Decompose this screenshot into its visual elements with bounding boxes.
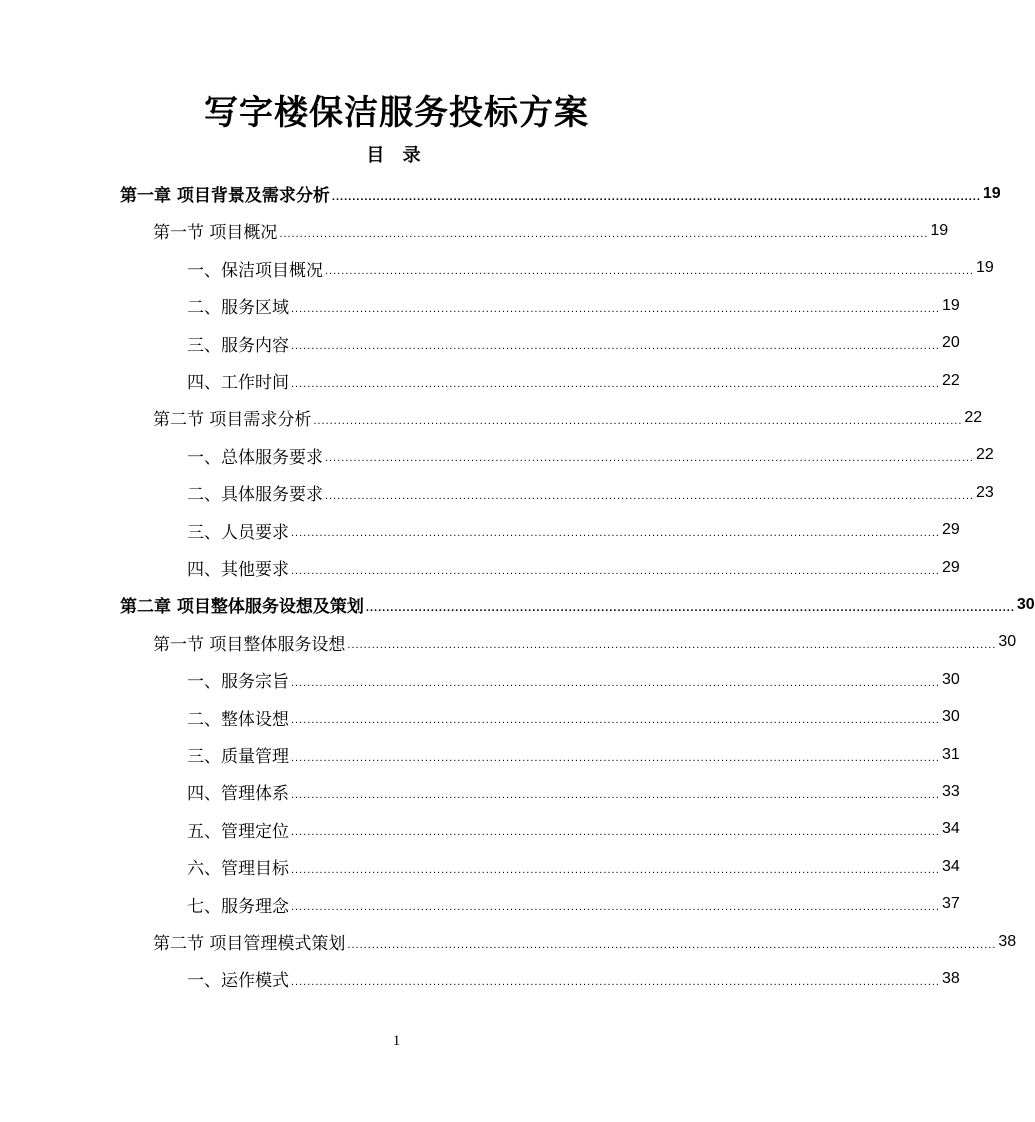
dot-leader: ................................................................................................................................................................ bbox=[347, 639, 997, 652]
toc-entry[interactable] bbox=[187, 661, 960, 698]
dot-leader: ................................................................................................................................................................ bbox=[291, 863, 940, 876]
dot-leader: ................................................................................................................................................................ bbox=[291, 377, 940, 390]
toc-entry[interactable] bbox=[153, 923, 1017, 960]
dot-leader: ................................................................................................................................................................ bbox=[325, 452, 974, 465]
toc-entry-page: 31 bbox=[941, 745, 960, 763]
toc-entry-label: 三、人员要求 bbox=[187, 522, 289, 543]
toc-entry-page: 19 bbox=[982, 184, 1001, 202]
dot-leader: ................................................................................................................................................................ bbox=[291, 901, 940, 914]
toc-entry[interactable] bbox=[120, 175, 1001, 212]
toc-entry-label: 二、服务区域 bbox=[187, 298, 289, 319]
dot-leader: ................................................................................................................................................................ bbox=[291, 975, 940, 988]
toc-entry-page: 29 bbox=[941, 521, 960, 539]
toc-entry[interactable] bbox=[187, 549, 960, 586]
toc-entry[interactable] bbox=[187, 736, 960, 773]
dot-leader: ................................................................................................................................................................ bbox=[291, 527, 940, 540]
dot-leader: ................................................................................................................................................................ bbox=[365, 601, 1015, 614]
toc-entry[interactable] bbox=[187, 886, 960, 923]
toc-entry[interactable] bbox=[187, 848, 960, 885]
toc-entry[interactable] bbox=[187, 773, 960, 810]
dot-leader: ................................................................................................................................................................ bbox=[331, 190, 981, 203]
toc-entry[interactable] bbox=[187, 474, 994, 511]
toc-entry-label: 三、服务内容 bbox=[187, 335, 289, 356]
toc-entry-page: 30 bbox=[998, 633, 1017, 651]
toc-entry-label: 四、其他要求 bbox=[187, 560, 289, 580]
toc-entry[interactable] bbox=[187, 512, 960, 549]
dot-leader: ................................................................................................................................................................ bbox=[325, 489, 974, 502]
dot-leader: ................................................................................................................................................................ bbox=[325, 265, 974, 278]
toc-entry-label: 四、工作时间 bbox=[187, 373, 289, 393]
toc-entry-label: 六、管理目标 bbox=[187, 859, 289, 880]
toc-entry-page: 30 bbox=[941, 708, 960, 726]
toc-entry-label: 五、管理定位 bbox=[187, 821, 289, 842]
toc-entry-label: 第二节 项目需求分析 bbox=[153, 410, 312, 431]
dot-leader: ................................................................................................................................................................ bbox=[279, 227, 929, 240]
toc-entry-label: 四、管理体系 bbox=[187, 784, 289, 805]
toc-entry[interactable] bbox=[153, 399, 983, 436]
page-number: 1 bbox=[392, 1033, 401, 1049]
toc-entry[interactable] bbox=[153, 624, 1017, 661]
dot-leader: ................................................................................................................................................................ bbox=[291, 714, 940, 727]
dot-leader: ................................................................................................................................................................ bbox=[313, 414, 963, 427]
toc-entry-label: 一、保洁项目概况 bbox=[187, 260, 323, 281]
toc-entry[interactable] bbox=[187, 287, 960, 324]
toc-entry-page: 29 bbox=[941, 558, 960, 576]
toc-entry-label: 第二章 项目整体服务设想及策划 bbox=[120, 597, 364, 618]
toc-entry-page: 19 bbox=[975, 259, 994, 277]
toc-entry-page: 34 bbox=[941, 820, 960, 838]
dot-leader: ................................................................................................................................................................ bbox=[291, 751, 940, 764]
toc-entry[interactable] bbox=[187, 811, 960, 848]
dot-leader: ................................................................................................................................................................ bbox=[347, 938, 997, 951]
dot-leader: ................................................................................................................................................................ bbox=[291, 302, 940, 315]
toc-entry-label: 三、质量管理 bbox=[187, 747, 289, 767]
toc-entry-page: 34 bbox=[941, 857, 960, 875]
toc-entry[interactable] bbox=[187, 250, 994, 287]
toc-entry-page: 22 bbox=[964, 408, 983, 426]
toc-heading: 目 录 bbox=[366, 145, 427, 166]
dot-leader: ................................................................................................................................................................ bbox=[291, 826, 940, 839]
toc-entry-page: 30 bbox=[1016, 595, 1035, 613]
toc-entry[interactable] bbox=[187, 960, 960, 997]
dot-leader: ................................................................................................................................................................ bbox=[291, 340, 940, 353]
toc-entry-label: 第一章 项目背景及需求分析 bbox=[120, 186, 330, 206]
dot-leader: ................................................................................................................................................................ bbox=[291, 676, 940, 689]
toc-entry-label: 一、服务宗旨 bbox=[187, 672, 289, 693]
toc-entry[interactable] bbox=[187, 699, 960, 736]
toc-entry-page: 23 bbox=[975, 483, 994, 501]
toc-entry-page: 38 bbox=[941, 969, 960, 987]
document-title: 写字楼保洁服务投标方案 bbox=[204, 93, 589, 133]
toc-entry-label: 二、整体设想 bbox=[187, 709, 289, 730]
toc-entry-label: 二、具体服务要求 bbox=[187, 485, 323, 506]
toc-entry-page: 33 bbox=[941, 782, 960, 800]
toc-entry-page: 38 bbox=[998, 932, 1017, 950]
toc-entry[interactable] bbox=[153, 212, 949, 249]
toc-entry-label: 一、总体服务要求 bbox=[187, 447, 323, 468]
toc-entry[interactable] bbox=[187, 437, 994, 474]
toc-entry-label: 第一节 项目概况 bbox=[153, 223, 278, 244]
toc-entry-page: 19 bbox=[930, 221, 949, 239]
toc-entry-page: 19 bbox=[941, 296, 960, 314]
toc-entry-page: 22 bbox=[941, 371, 960, 389]
toc-entry-page: 20 bbox=[941, 334, 960, 352]
dot-leader: ................................................................................................................................................................ bbox=[291, 564, 940, 577]
toc-entry-page: 30 bbox=[941, 670, 960, 688]
toc-entry[interactable] bbox=[120, 586, 1035, 623]
toc-entry[interactable] bbox=[187, 325, 960, 362]
toc-entry[interactable] bbox=[187, 362, 960, 399]
toc-entry-label: 一、运作模式 bbox=[187, 971, 289, 992]
toc-entry-label: 第二节 项目管理模式策划 bbox=[153, 934, 346, 954]
toc-entry-page: 22 bbox=[975, 446, 994, 464]
toc-entry-label: 七、服务理念 bbox=[187, 896, 289, 917]
dot-leader: ................................................................................................................................................................ bbox=[291, 788, 940, 801]
toc-entry-page: 37 bbox=[941, 895, 960, 913]
toc-entry-label: 第一节 项目整体服务设想 bbox=[153, 634, 346, 655]
